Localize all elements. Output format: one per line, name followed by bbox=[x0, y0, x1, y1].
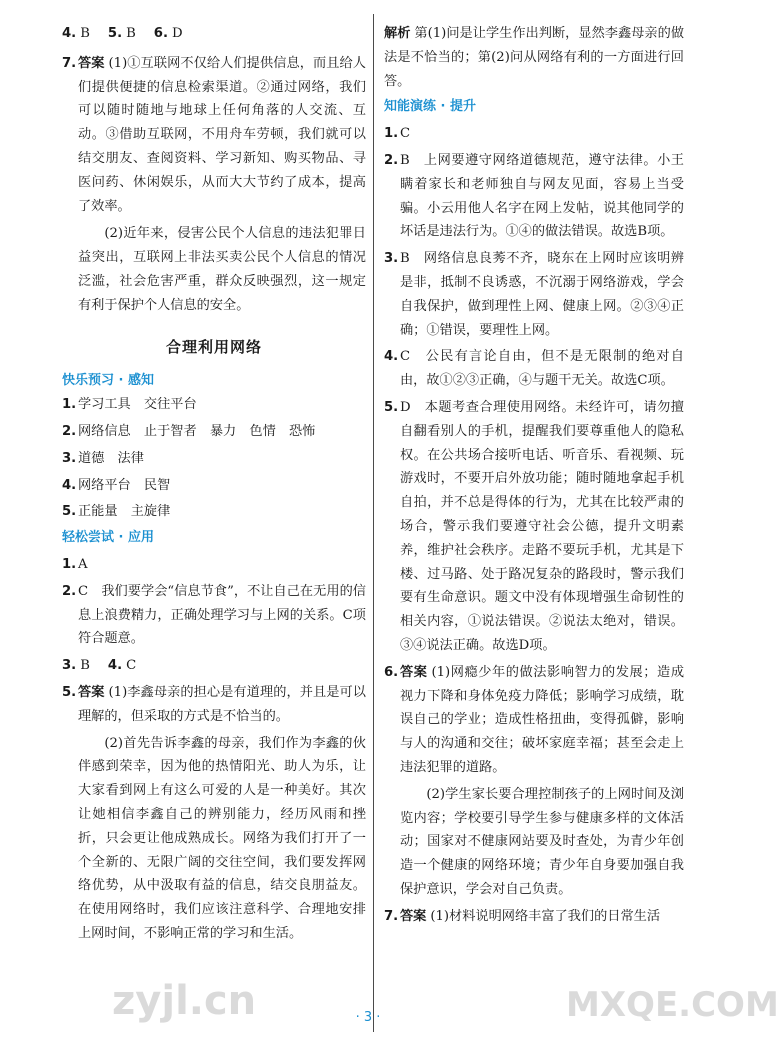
watermark-left: zyjl.cn bbox=[112, 978, 257, 1024]
practice-item: 1. C bbox=[384, 126, 411, 142]
subhead-practice: 知能演练 · 提升 bbox=[384, 99, 476, 115]
answer-6-part2: (2)学生家长要合理控制孩子的上网时间及浏览内容；学校要引导学生参与健康多样的文体活动；国家对不健康网站要及时查处，为青少年创造一个健康的网络环境；青少年自身要加强自我保护意识，学会对自己负责。 bbox=[400, 786, 684, 897]
left-column bbox=[62, 22, 366, 946]
practice-item: 4. C 公民有言论自由，但不是无限制的绝对自由，故①②③正确，④与题干无关。故选C项。 bbox=[384, 349, 684, 389]
preview-item: 4. 网络平台 民智 bbox=[62, 477, 171, 493]
answer-6: 6. 答案 (1)网瘾少年的做法影响智力的发展；造成视力下降和身体免疫力降低；影响学习成绩，耽误自己的学业；造成性格扭曲，变得孤僻，影响与人的沟通和交往；破坏家庭幸福；甚至会走上违法犯罪的道路。 bbox=[384, 664, 685, 775]
subhead-preview: 快乐预习 · 感知 bbox=[62, 373, 154, 389]
right-column bbox=[384, 22, 684, 928]
try-item: 1. A bbox=[62, 556, 88, 572]
preview-item: 2. 网络信息 止于智者 暴力 色情 恐怖 bbox=[62, 423, 316, 439]
answer-7-part2: (2)近年来，侵害公民个人信息的违法犯罪日益突出，互联网上非法买卖公民个人信息的情况泛滥，社会危害严重，群众反映强烈，这一规定有利于保护个人信息的安全。 bbox=[78, 226, 366, 313]
preview-item: 5. 正能量 主旋律 bbox=[62, 504, 171, 520]
answer-5-part2: (2)首先告诉李鑫的母亲，我们作为李鑫的伙伴感到荣幸，因为他的热情阳光、助人为乐，让大家看到网上有这么可爱的人是一种美好。其次让她相信李鑫自己的辨别能力，经历风雨和挫折，只会更让他成熟成长。网络为我们打开了一个全新的、无限广阔的交往空间，我们要发挥网络优势，从中汲取有益的信息，结交良朋益友。在使用网络时，我们应该注意科学、合理地安排上网时间，不影响正常的学习和生活。 bbox=[78, 735, 366, 941]
analysis: 解析 第(1)问是让学生作出判断，显然李鑫母亲的做法是不恰当的；第(2)问从网络有利的一方面进行回答。 bbox=[384, 26, 685, 89]
subhead-try: 轻松尝试 · 应用 bbox=[62, 530, 154, 546]
answer-7: 7. 答案 (1)①互联网不仅给人们提供信息，而且给人们提供便捷的信息检索渠道。②通过网络，我们可以随时随地与地球上任何角落的人交流、互动。③借助互联网，不用舟车劳顿，我们就可以结交朋友、查阅资料、学习新知、购买物品、寻医问药、休闲娱乐，从而大大节约了成本，提高了效率。 bbox=[62, 55, 366, 214]
page-number: · 3 · bbox=[355, 1010, 381, 1025]
try-3-4: 3. B 4. C bbox=[62, 658, 137, 674]
answer-5: 5. 答案 (1)李鑫母亲的担心是有道理的，并且是可以理解的，但采取的方式是不恰当的。 bbox=[62, 684, 366, 724]
section-title: 合理利用网络 bbox=[165, 337, 262, 356]
try-item: 2. C 我们要学会“信息节食”，不让自己在无用的信息上浪费精力，正确处理学习与上网的关系。C项符合题意。 bbox=[62, 583, 366, 647]
watermark-right: MXQE.COM bbox=[566, 985, 779, 1025]
preview-item: 3. 道德 法律 bbox=[62, 450, 144, 466]
answers-4-6: 4. B 5. B 6. D bbox=[62, 26, 183, 41]
column-divider bbox=[373, 14, 374, 1032]
practice-item: 5. D 本题考查合理使用网络。未经许可，请勿擅自翻看别人的手机，提醒我们要尊重他人的隐私权。在公共场合接听电话、听音乐、看视频、玩游戏时，不要开启外放功能；随时随地拿起手机自拍，并不总是得体的行为，尤其在比较严肃的场合，警示我们要遵守社会公德，提升文明素养，维护社会秩序。走路不要玩手机，尤其是下楼、过马路、处于路况复杂的路段时，警示我们要有生命意识。题文中没有体现增强生命韧性的相关内容，①说法错误。②说法太绝对，错误。③④说法正确。故选D项。 bbox=[384, 399, 684, 653]
practice-item: 2. B 上网要遵守网络道德规范，遵守法律。小王瞒着家长和老师独自与网友见面，容易上当受骗。小云用他人名字在网上发帖，说其他同学的坏话是违法行为。①④的做法错误。故选B项。 bbox=[384, 152, 684, 240]
answer-7-right: 7. 答案 (1)材料说明网络丰富了我们的日常生活 bbox=[384, 908, 661, 924]
practice-item: 3. B 网络信息良莠不齐，晓东在上网时应该明辨是非，抵制不良诱惑，不沉溺于网络游戏，学会自我保护，做到理性上网、健康上网。②③④正确；①错误，要理性上网。 bbox=[384, 251, 684, 338]
preview-item: 1. 学习工具 交往平台 bbox=[62, 397, 197, 413]
